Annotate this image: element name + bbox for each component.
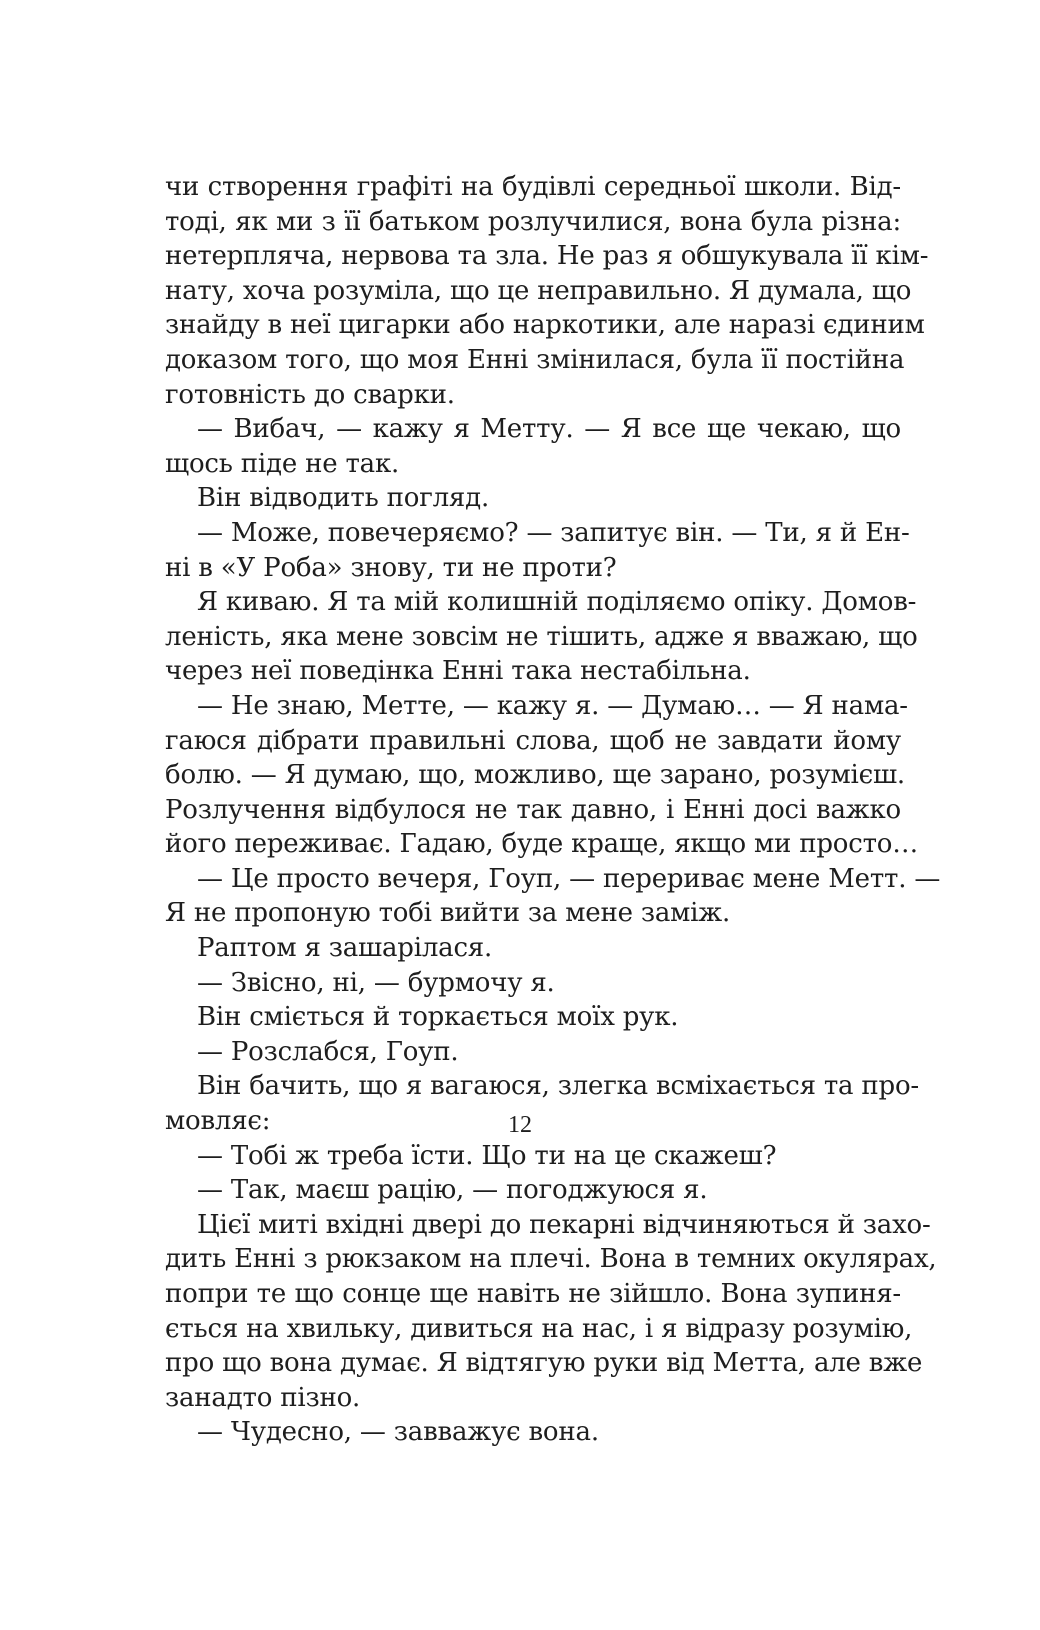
text-line: про що вона думає. Я відтягую руки від Метта, але вже <box>165 1348 923 1379</box>
text-line: Він сміється й торкається моїх рук. <box>197 1002 679 1033</box>
page-number: 12 <box>508 1112 532 1138</box>
text-line: доказом того, що моя Енні змінилася, була її постійна <box>165 344 905 375</box>
text-line: — Чудесно, — завважує вона. <box>197 1417 599 1448</box>
text-line: — Вибач, — кажу я Метту. — Я все ще чекаю, що <box>197 414 901 445</box>
text-line: попри те що сонце ще навіть не зійшло. Вона зупиня- <box>165 1279 901 1309</box>
text-line: Я киваю. Я та мій колишній поділяємо опіку. Домов- <box>197 587 917 618</box>
text-line: знайду в неї цигарки або наркотики, але наразі єдиним <box>165 310 925 341</box>
text-line: чи створення графіті на будівлі середньої школи. Від- <box>165 172 901 202</box>
body-text <box>165 170 941 1450</box>
text-line: його переживає. Гадаю, буде краще, якщо ми просто… <box>165 829 919 860</box>
text-line: Розлучення відбулося не так давно, і Енні досі важко <box>165 794 901 825</box>
text-line: Я не пропоную тобі вийти за мене заміж. <box>165 898 731 929</box>
text-line: тоді, як ми з її батьком розлучилися, вона була різна: <box>165 206 901 237</box>
text-line: Цієї миті вхідні двері до пекарні відчиняються й захо- <box>197 1209 931 1240</box>
text-line: — Може, повечеряємо? — запитує він. — Ти, я й Ен- <box>197 517 910 548</box>
text-line: гаюся дібрати правильні слова, щоб не завдати йому <box>165 725 901 756</box>
text-line: — Не знаю, Метте, — кажу я. — Думаю… — Я нама- <box>197 690 908 721</box>
text-line: готовність до сварки. <box>165 379 455 410</box>
text-line: нату, хоча розуміла, що це неправильно. Я думала, що <box>165 275 912 306</box>
text-line: болю. — Я думаю, що, можливо, ще зарано, розумієш. <box>165 760 906 791</box>
text-line: нетерпляча, нервова та зла. Не раз я обшукувала її кім- <box>165 241 929 272</box>
text-line: через неї поведінка Енні така нестабільна. <box>165 656 751 687</box>
text-line: мовляє: <box>165 1106 271 1137</box>
text-line: ні в «У Роба» знову, ти не проти? <box>165 552 617 583</box>
text-line: Раптом я зашарілася. <box>197 933 493 964</box>
text-line: Він відводить погляд. <box>197 483 490 514</box>
text-line: ється на хвильку, дивиться на нас, і я відразу розумію, <box>165 1313 913 1344</box>
text-line: — Звісно, ні, — бурмочу я. <box>197 967 555 998</box>
text-line: леність, яка мене зовсім не тішить, адже я вважаю, що <box>165 621 918 652</box>
text-line: — Так, маєш рацію, — погоджуюся я. <box>197 1175 708 1206</box>
text-line: — Розслабся, Гоуп. <box>197 1036 459 1067</box>
text-line: занадто пізно. <box>165 1382 361 1413</box>
text-line: дить Енні з рюкзаком на плечі. Вона в темних окулярах, <box>165 1244 937 1275</box>
text-line: щось піде не так. <box>165 448 400 479</box>
text-line: Він бачить, що я вагаюся, злегка всміхається та про- <box>197 1071 920 1102</box>
text-line: — Тобі ж треба їсти. Що ти на це скажеш? <box>197 1140 777 1171</box>
text-line: — Це просто вечеря, Гоуп, — перериває мене Метт. — <box>197 863 941 894</box>
